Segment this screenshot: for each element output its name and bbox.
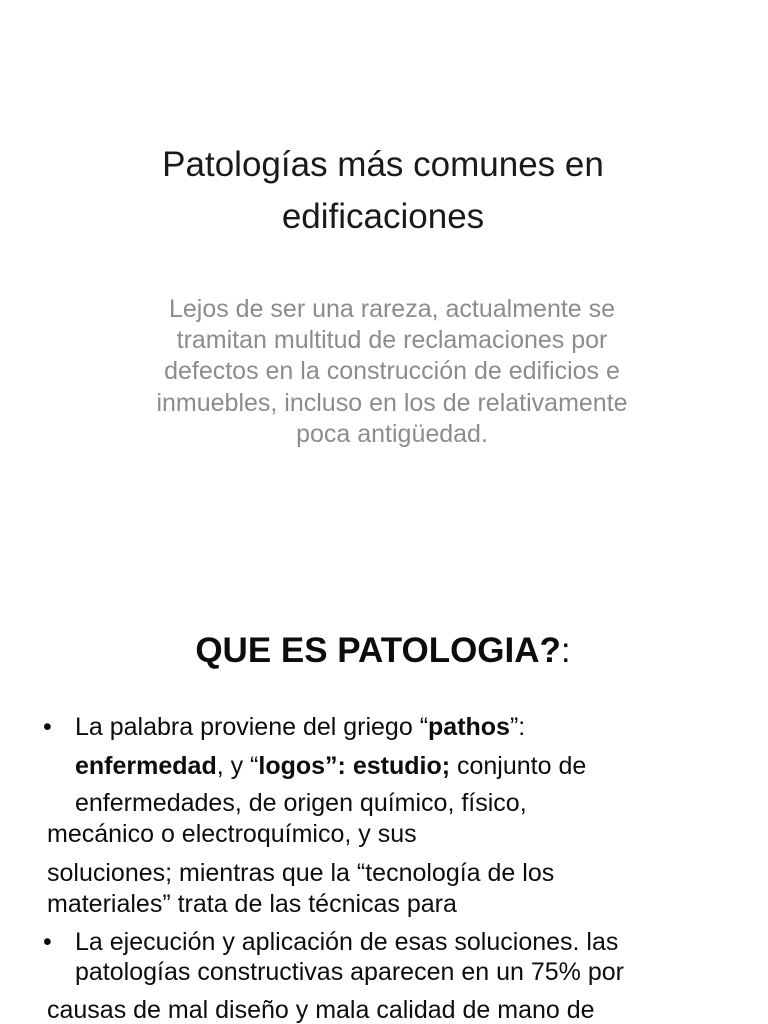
text-run: La palabra proviene del griego “	[75, 713, 429, 741]
slide-subtitle	[92, 294, 692, 450]
text-run: conjunto de	[450, 752, 587, 780]
bold-term-pathos: pathos	[428, 713, 510, 741]
bold-term-enfermedad: enfermedad	[75, 752, 217, 780]
bullet-1-line-5: soluciones; mientras que la “tecnología de los	[47, 859, 555, 887]
subtitle-line: Lejos de ser una rareza, actualmente se	[168, 295, 616, 323]
heading-bold-text: QUE ES PATOLOGIA?	[195, 631, 561, 670]
slide-title-line-2: edificaciones	[281, 197, 485, 236]
slide-heading	[0, 629, 766, 673]
heading-colon: :	[560, 631, 571, 670]
subtitle-line: defectos en la construcción de edificios e	[164, 357, 620, 386]
bold-term-logos: logos”: estudio;	[258, 752, 451, 780]
bullet-2-line-1: La ejecución y aplicación de esas soluciones. las	[75, 928, 619, 956]
bullet-1-line-1	[75, 710, 525, 744]
subtitle-line: poca antigüedad.	[296, 419, 488, 448]
slide-title-line-1: Patologías más comunes en	[162, 145, 604, 184]
bullet-2-line-3: causas de mal diseño y mala calidad de mano de	[47, 996, 595, 1024]
bullet-1-line-3: enfermedades, de origen químico, físico,	[75, 789, 527, 817]
bullet-icon: •	[43, 928, 52, 956]
content-slide	[0, 560, 768, 1024]
bullet-1-line-6: materiales” trata de las técnicas para	[47, 890, 457, 918]
bullet-1-line-4: mecánico o electroquímico, y sus	[47, 820, 417, 848]
bullet-icon: •	[43, 713, 52, 741]
subtitle-line: inmuebles, incluso en los de relativamente	[156, 388, 628, 417]
text-run: , y “	[216, 752, 259, 780]
subtitle-line: tramitan multitud de reclamaciones por	[176, 326, 608, 355]
text-run: ”:	[509, 713, 526, 741]
bullet-1-line-2	[75, 749, 586, 783]
bullet-2-line-2: patologías constructivas aparecen en un 75% por	[75, 958, 624, 986]
